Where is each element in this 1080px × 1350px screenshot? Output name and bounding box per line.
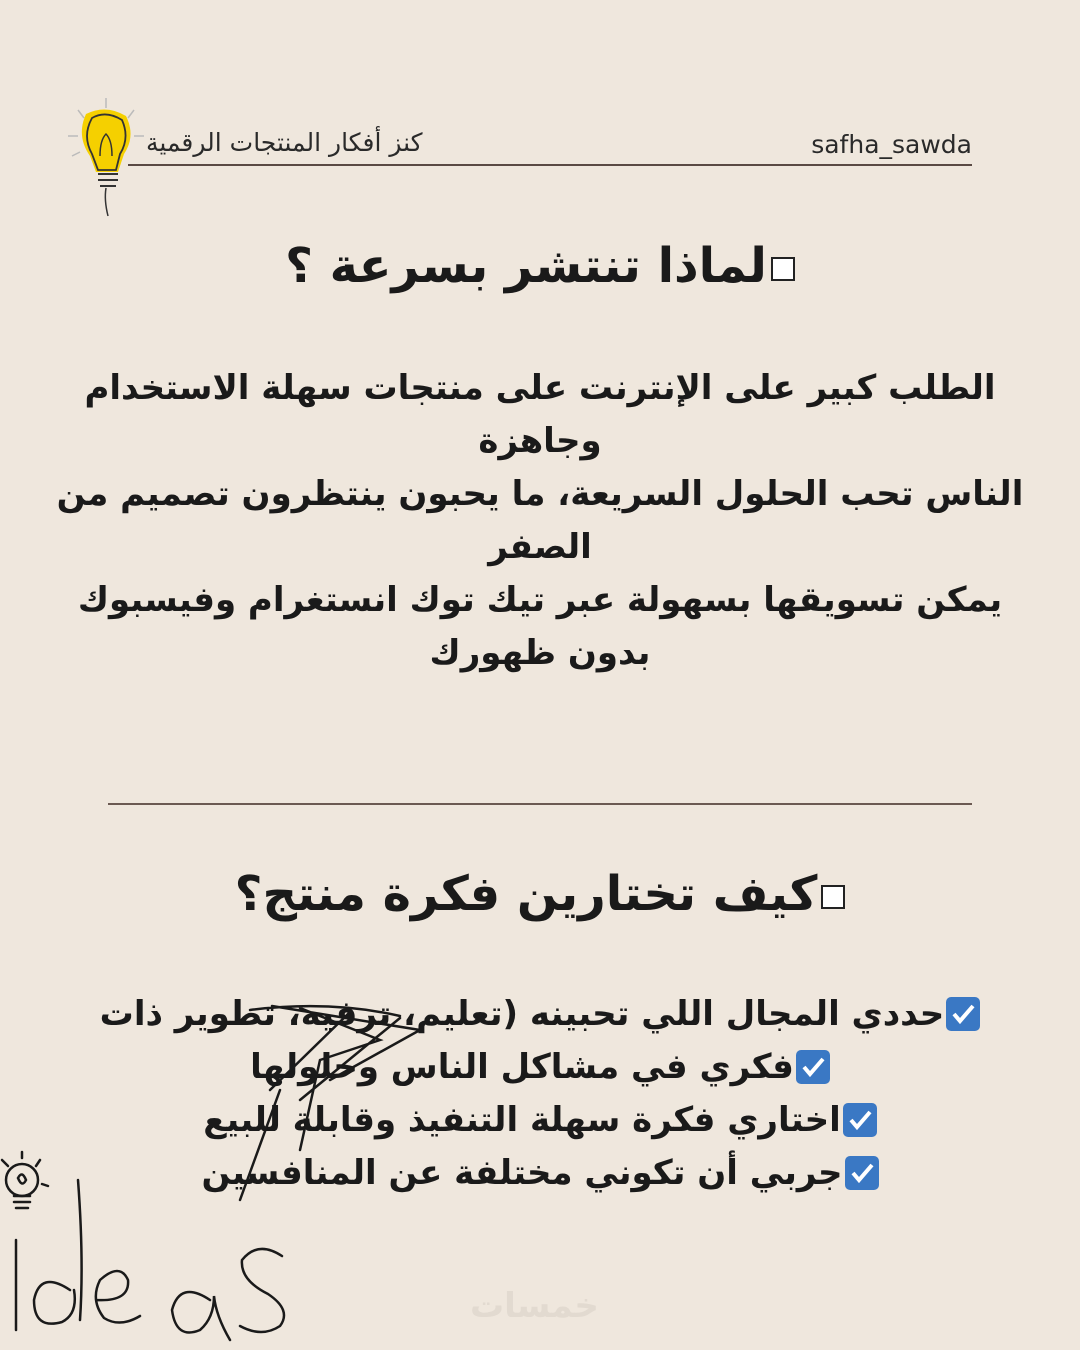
paragraph-line: الطلب كبير على الإنترنت على منتجات سهلة الاستخدام وجاهزة [84, 368, 996, 461]
square-box-icon [821, 885, 845, 909]
account-handle: safha_sawda [811, 130, 972, 159]
square-box-icon [771, 257, 795, 281]
checkbox-icon [845, 1156, 879, 1190]
list-item-text: جربي أن تكوني مختلفة عن المنافسين [201, 1153, 843, 1193]
watermark-logo: خمسات [470, 1286, 599, 1326]
lightbulb-icon [66, 96, 146, 218]
checkbox-icon [796, 1050, 830, 1084]
tips-list [40, 988, 1040, 1200]
why-paragraph [40, 362, 1040, 680]
section-title-why [0, 238, 1080, 294]
paragraph-line: الناس تحب الحلول السريعة، ما يحبون ينتظرون تصميم من الصفر [56, 474, 1024, 567]
section-divider [108, 803, 972, 805]
section-title-text: لماذا تنتشر بسرعة ؟ [285, 238, 767, 294]
list-item [40, 1094, 1040, 1147]
list-item [40, 1041, 1040, 1094]
header-divider [128, 164, 972, 166]
list-item-text: فكري في مشاكل الناس وحلولها [250, 1047, 794, 1087]
list-item [40, 1147, 1040, 1200]
section-title-text: كيف تختارين فكرة منتج؟ [234, 866, 818, 922]
section-title-how [0, 866, 1080, 922]
list-item-text: اختاري فكرة سهلة التنفيذ وقابلة للبيع [203, 1100, 841, 1140]
checkbox-icon [843, 1103, 877, 1137]
checkbox-icon [946, 997, 980, 1031]
list-item [40, 988, 1040, 1041]
list-item-text: حددي المجال اللي تحبينه (تعليم، ترفيه، تطوير ذات [99, 994, 945, 1034]
paragraph-line: يمكن تسويقها بسهولة عبر تيك توك انستغرام وفيسبوك بدون ظهورك [77, 580, 1003, 673]
brand-title: كنز أفكار المنتجات الرقمية [146, 128, 423, 157]
